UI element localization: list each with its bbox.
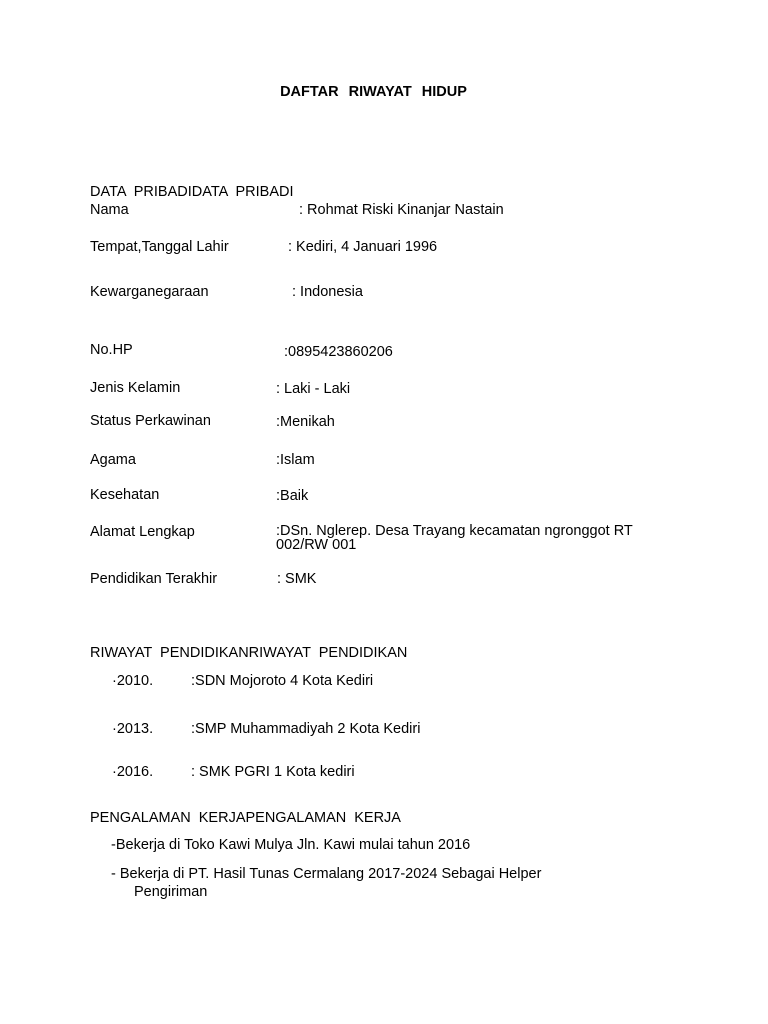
section-experience-heading: PENGALAMAN KERJAPENGALAMAN KERJA <box>90 810 401 826</box>
document-title: DAFTAR RIWAYAT HIDUP <box>280 84 467 100</box>
education-school-sd: :SDN Mojoroto 4 Kota Kediri <box>191 673 374 689</box>
value-jenis-kelamin: : Laki - Laki <box>276 381 351 397</box>
value-kesehatan: :Baik <box>276 488 309 504</box>
label-agama: Agama <box>90 452 136 468</box>
education-school-smp: :SMP Muhammadiyah 2 Kota Kediri <box>191 721 421 737</box>
value-nama: : Rohmat Riski Kinanjar Nastain <box>299 202 504 218</box>
label-nohp: No.HP <box>90 342 133 358</box>
value-kewarganegaraan: : Indonesia <box>292 284 363 300</box>
label-kesehatan: Kesehatan <box>90 487 160 503</box>
label-pendidikan-terakhir: Pendidikan Terakhir <box>90 571 218 587</box>
section-education-heading: RIWAYAT PENDIDIKANRIWAYAT PENDIDIKAN <box>90 645 408 661</box>
education-school-smk: : SMK PGRI 1 Kota kediri <box>191 764 355 780</box>
value-pendidikan-terakhir: : SMK <box>277 571 317 587</box>
label-ttl: Tempat,Tanggal Lahir <box>90 239 229 255</box>
value-ttl: : Kediri, 4 Januari 1996 <box>288 239 438 255</box>
section-personal-heading: DATA PRIBADIDATA PRIBADI <box>90 184 294 200</box>
experience-item-2: - Bekerja di PT. Hasil Tunas Cermalang 2017-2024 Sebagai Helper <box>111 866 542 882</box>
experience-item-2-continued: Pengiriman <box>134 884 208 900</box>
label-nama: Nama <box>90 202 129 218</box>
label-kewarganegaraan: Kewarganegaraan <box>90 284 209 300</box>
label-status: Status Perkawinan <box>90 413 211 429</box>
value-agama: :Islam <box>276 452 315 468</box>
education-year-2013: ·2013. <box>112 721 154 737</box>
education-year-2010: ·2010. <box>112 673 154 689</box>
label-alamat: Alamat Lengkap <box>90 524 195 540</box>
experience-item-1: -Bekerja di Toko Kawi Mulya Jln. Kawi mulai tahun 2016 <box>111 837 471 853</box>
value-alamat: :DSn. Nglerep. Desa Trayang kecamatan ngronggot RT 002/RW 001 <box>276 523 633 553</box>
value-nohp: :0895423860206 <box>284 344 393 360</box>
value-status: :Menikah <box>276 414 335 430</box>
education-year-2016: ·2016. <box>112 764 154 780</box>
label-jenis-kelamin: Jenis Kelamin <box>90 380 181 396</box>
